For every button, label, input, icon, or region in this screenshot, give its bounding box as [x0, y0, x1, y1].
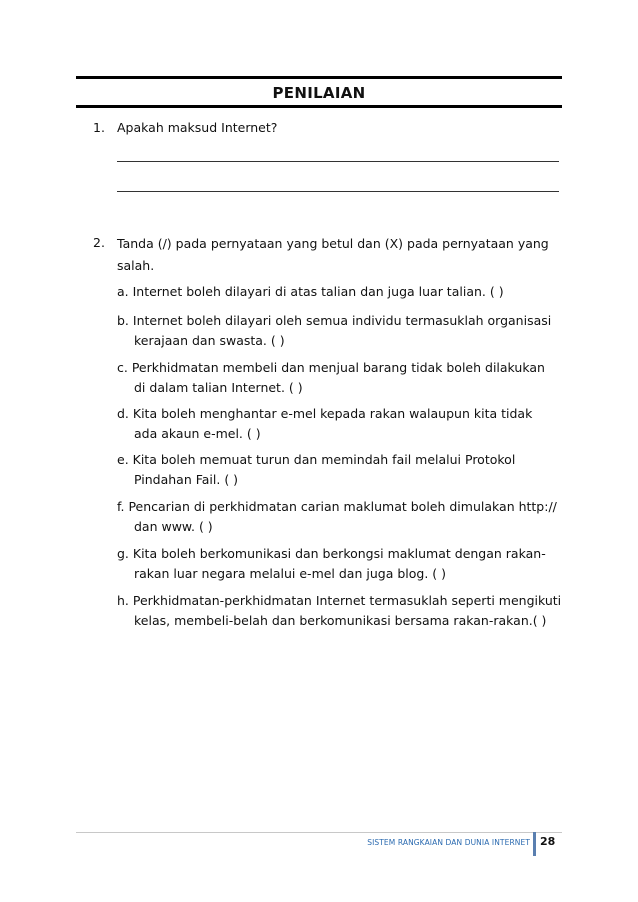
title-rule-top — [76, 76, 562, 79]
statement-e-line1: e. Kita boleh memuat turun dan memindah fail melalui Protokol — [117, 452, 516, 467]
page-number: 28 — [540, 835, 556, 848]
answer-line-2[interactable] — [117, 191, 559, 192]
statement-b-line2: kerajaan dan swasta. ( ) — [134, 333, 285, 348]
statement-b-line1: b. Internet boleh dilayari oleh semua individu termasuklah organisasi — [117, 313, 552, 328]
statement-e-line2: Pindahan Fail. ( ) — [134, 472, 239, 487]
question-2-number: 2. — [93, 235, 105, 250]
footer-divider — [76, 832, 562, 833]
statement-g-line2: rakan luar negara melalui e-mel dan juga blog. ( ) — [134, 566, 446, 581]
statement-c-line1: c. Perkhidmatan membeli dan menjual barang tidak boleh dilakukan — [117, 360, 545, 375]
statement-d-line1: d. Kita boleh menghantar e-mel kepada rakan walaupun kita tidak — [117, 406, 533, 421]
statement-d-line2: ada akaun e-mel. ( ) — [134, 426, 261, 441]
statement-e — [117, 450, 515, 490]
answer-line-1[interactable] — [117, 161, 559, 162]
statement-f-line1: f. Pencarian di perkhidmatan carian maklumat boleh dimulakan http:// — [117, 499, 557, 514]
statement-h-line1: h. Perkhidmatan-perkhidmatan Internet termasuklah seperti mengikuti — [117, 593, 562, 608]
statement-c-line2: di dalam talian Internet. ( ) — [134, 380, 303, 395]
statement-c — [117, 358, 545, 398]
question-1-number: 1. — [93, 120, 105, 135]
statement-d — [117, 404, 532, 444]
footer-chapter-title: SISTEM RANGKAIAN DAN DUNIA INTERNET — [367, 838, 530, 847]
statement-g-line1: g. Kita boleh berkomunikasi dan berkongsi maklumat dengan rakan- — [117, 546, 546, 561]
statement-h-line2: kelas, membeli-belah dan berkomunikasi bersama rakan-rakan.( ) — [134, 613, 547, 628]
title-rule-bottom — [76, 105, 562, 108]
statement-h — [117, 591, 561, 631]
statement-g — [117, 544, 546, 584]
statement-b — [117, 311, 551, 351]
statement-f — [117, 497, 557, 537]
question-2-text: Tanda (/) pada pernyataan yang betul dan (X) pada pernyataan yang salah. — [117, 236, 549, 273]
question-1-text: Apakah maksud Internet? — [117, 120, 278, 135]
statement-a — [117, 282, 504, 302]
footer-separator-bar — [533, 832, 536, 856]
statement-a-line1: a. Internet boleh dilayari di atas talian dan juga luar talian. ( ) — [117, 284, 504, 299]
page-title: PENILAIAN — [272, 84, 366, 102]
statement-f-line2: dan www. ( ) — [134, 519, 213, 534]
